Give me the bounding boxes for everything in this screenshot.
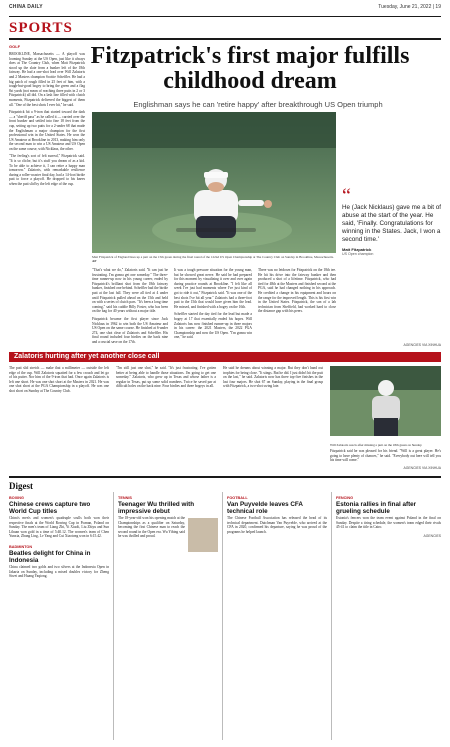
digest-body: Estonia's fencers won the team event against Poland in the final on Sunday. Despite a tiring schedule, the women's team edged their rivals 45-41 to claim the title in Cairo. xyxy=(336,516,441,530)
sidebar-photo-column xyxy=(330,366,441,470)
digest-headline: Teenager Wu thrilled with impressive debut xyxy=(118,501,195,515)
main-story-paragraph: Fitzpatrick became the first player since Jack Nicklaus in 1962 to win both the US Amateur and US Open on the same course. He finished at 6-under 274, one shot clear of Zalatoris and Scheffler. His final round included four birdies on the back nine and a crucial save on the 17th. xyxy=(92,316,168,344)
section-title: SPORTS xyxy=(9,20,73,36)
digest-title: Digest xyxy=(9,481,33,491)
sidebar-column-1 xyxy=(9,366,109,394)
sidebar-headline: Zalatoris hurting after yet another close call xyxy=(14,353,160,360)
digest-section: FENCING xyxy=(336,496,354,500)
sidebar-column-3 xyxy=(223,366,323,389)
digest-item xyxy=(9,496,109,539)
sidebar-byline: AGENCIES VIA XINHUA xyxy=(403,465,441,470)
main-story-paragraph: "The feeling's sort of felt surreal," Fitzpatrick said. "It is so cliche, but it's stuff you dream of as a kid. To be able to achieve it, I can retire a happy man tomorrow." Zalatoris, with remarkable resilience during a roller-coaster final day, had a 14-foot birdie putt to force a playoff. He dropped to his knees when the putt slid by the left edge of the cup. xyxy=(9,154,85,187)
digest-item xyxy=(227,496,327,534)
main-story-paragraph: Fitzpatrick hit a 9-iron that started toward the dark — a "sheriff pass" as he called it — carried over the front bunker and settled into fine 18 feet from the cup, setting up two putts for a 2-under 68 that made the Englishman a major champion for the first professional win in the United States. He won the US Amateur at Brookline in 2013, making him only the second man to win a US Amateur and US Open on the same course, with Nicklaus, the other. xyxy=(9,110,85,151)
section-rule xyxy=(9,38,441,40)
digest-item xyxy=(336,496,441,530)
pull-quote xyxy=(342,185,442,256)
sidebar-paragraph: He said he dreams about winning a major. But they don't hand out trophies for being close. "It stings. But he did. I just didn't hit the putt on the last," he said. Zalatoris now has three top-five finishes in the last four majors. He shot 67 on Sunday, playing in the final group with Fitzpatrick, a two-shot swing late. xyxy=(223,366,323,389)
main-photo xyxy=(92,112,336,253)
digest-divider xyxy=(331,492,332,740)
main-story-paragraph: Scheffler started the day tied for the lead but made a bogey at 17 that essentially ended his hopes. Will Zalatoris has now finished runner-up in three majors in his career: the 2021 Masters, the 2022 PGA Championship and now the US Open. "I'm gonna win one," he said. xyxy=(174,312,252,340)
digest-divider xyxy=(113,492,114,740)
digest-column-2 xyxy=(118,492,218,554)
digest-thumbnail xyxy=(188,518,218,552)
quote-role: US Open champion xyxy=(342,252,374,256)
sidebar-paragraph: The putt slid stretch — make that a millimeter — outside the left edge of the cup. Will Zalatoris squatted for a few crouch and let go of his putter. Nor him of the 9-iron that had. Once again Zalatoris is left one short. He was one shot short at the Masters in 2021. He was one shot short at the PGA Championship in a playoff. He was one shot short on Sunday at The Country Club. xyxy=(9,366,109,393)
quote-text: He (Jack Nicklaus) gave me a bit of abuse at the start of the year. He said, 'Finally. Congratulations for winning in the States. Jack, I won a second time.' xyxy=(342,204,442,243)
digest-section: TENNIS xyxy=(118,496,132,500)
digest-section: BOXING xyxy=(9,496,24,500)
digest-headline: Chinese crews capture two World Cup titles xyxy=(9,501,91,515)
digest-column-3 xyxy=(227,492,327,534)
sidebar-headline-bar xyxy=(9,352,441,362)
sidebar-column-2 xyxy=(116,366,216,389)
newspaper-logo: CHINA DAILY xyxy=(9,4,43,10)
digest-headline: Beatles delight for China in Indonesia xyxy=(9,549,91,564)
sidebar-photo-caption: Will Zalatoris reacts after missing a putt on the 18th green on Sunday. xyxy=(330,443,423,447)
main-story-column-1 xyxy=(9,52,85,187)
digest-column-4 xyxy=(336,492,441,538)
digest-section: FOOTBALL xyxy=(227,496,248,500)
main-story-column-3 xyxy=(174,268,252,340)
digest-divider xyxy=(222,492,223,740)
masthead xyxy=(0,0,450,16)
main-story-byline: AGENCIES VIA XINHUA xyxy=(403,343,441,347)
photo-caption: Matt Fitzpatrick of England lines up a putt on the 15th green during the final round of the 122nd US Open Championship at The Country Club on Sunday in Brookline, Massachusetts. AP xyxy=(92,255,334,263)
sidebar-paragraph: Fitzpatrick said he was pleased for his friend. "Will is a great player. He's going to have plenty of chances," he said. "Everybody out here will tell you his time will come." xyxy=(330,449,441,463)
digest-byline: AGENCIES xyxy=(423,533,441,538)
page-dateline: Tuesday, June 21, 2022 | 19 xyxy=(378,4,441,10)
digest-body: China's men's and women's quadruple sculls both won their respective finals at the World Rowing Cup in Poznan, Poland on Sunday. The men's team of Liang Zhi, Yi Xiaoli, Liu Zhiyu and Sun Lihuan won gold in a time of 5:40.12. The women's team of Chen Yunxia, Zhang Ling, Lv Yang and Cui Xiaotong won in 6:15.42. xyxy=(9,516,109,539)
digest-item xyxy=(118,496,218,539)
masthead-rule xyxy=(9,16,441,17)
story-kicker: GOLF xyxy=(9,44,21,49)
sidebar-paragraph: "I'm still just one shot," he said. "It's just frustrating. I've gotten better at being able to handle those situations. I'm going to get one someday." Zalatoris, who grew up in Texas and whose father is a regular in Texas, put up some solid numbers. Twice he saved par at difficult holes on the back nine. Four birdies and three bogeys in all. xyxy=(116,366,216,389)
main-headline: Fitzpatrick's first major fulfills childhood dream xyxy=(90,43,410,94)
digest-section: BADMINTON xyxy=(9,544,33,549)
photo-credit: AP xyxy=(92,259,97,263)
digest-item xyxy=(9,545,109,579)
quote-mark-icon: “ xyxy=(342,185,351,207)
main-story-column-2 xyxy=(92,268,168,345)
main-byline-wrap xyxy=(342,343,441,347)
main-story-paragraph: It was a tough pressure situation for the young man, but he showed great nerve. He said he had prepared for this moment by visualizing it over and over again during practice rounds at Brookline. "I felt like all week I've just had moments where I've just kind of got to ride it out," Fitzpatrick said. "It was one of the best shots I've hit all year." Zalatoris had a three-foot putt to the 15th that would have given him the lead. He missed, and finished with a bogey on the 16th. xyxy=(174,268,252,309)
digest-rule xyxy=(9,476,441,478)
main-story-paragraph: There was no letdown for Fitzpatrick on the 18th tee. He hit his drive into the fairway bunker and then produced a shot of a lifetime. Fitzpatrick, who had tied for 48th at the Masters and finished second at the PGA, said he had changed nothing in his approach. He credited a change in his equipment and hours on the range for the improved length. This is his first win in the United States. Fitzpatrick, the son of a lab technician from Sheffield, had worked hard to close the distance gap with his peers. xyxy=(258,268,336,314)
main-story-column-4 xyxy=(258,268,336,314)
main-subhead: Englishman says he can 'retire happy' after breakthrough US Open triumph xyxy=(133,100,383,109)
sidebar-photo xyxy=(330,366,441,436)
main-story-paragraph: BROOKLINE, Massachusetts — A playoff was looming Sunday at the US Open, just like it always does at The Country Club, when Matt Fitzpatrick stood up the slate from a bunker left of the 18th fairway. He had a one-shot lead over Will Zalatoris and 2 Masters champion Scottie Scheffler. He had a big patch of rough filled in 25 feet of him, with a tough-but-good bogey to bring the green and a flag 8st yards (not mean of reaching three putts in 2 or 3 Fitzpatrick) all did. On a lash line filled with clutch moments, Fitzpatrick delivered the biggest of them all. "One of the best shots I ever hit," he said. xyxy=(9,52,85,107)
quote-author: Matt Fitzpatrick xyxy=(342,247,372,252)
main-story-paragraph: "That's what we do," Zalatoris said. "It can just be frustrating. I'm gonna get one someday." The three-time runner-up now in his young career, ended by Fitzpatrick's brilliant shot from the 18th fairway bunker, finished one behind. Scheffler had the birdie putt at the last fall. They were all tied at 4 under until Fitzpatrick pulled ahead on the 15th and held on with a series of clutch pars. "It's been a long time coming," said his caddie Billy Foster, who has been on the bag for 40 years without a major title. xyxy=(92,268,168,314)
digest-body: The 18-year-old won his opening match at the Championships as a qualifier on Saturday, becoming the first Chinese man to reach the second round in the Open era. Wu Yibing said he was thrilled and proud. xyxy=(118,516,185,539)
digest-body: China claimed two golds and two silvers at the Indonesia Open in Jakarta on Sunday, including a mixed doubles victory for Zheng Siwei and Huang Yaqiong. xyxy=(9,564,109,579)
golfer-photo-image xyxy=(92,112,336,253)
digest-column-1 xyxy=(9,492,109,579)
digest-headline: Estonia rallies in final after grueling schedule xyxy=(336,501,417,515)
digest-body: The Chinese Football Association has released the head of its technical department. Dutchman Van Puyvelde, who arrived at the CFA in 2020, confirmed his departure, saying he was proud of the programs he helped launch. xyxy=(227,516,327,534)
digest-headline: Van Puyvelde leaves CFA technical role xyxy=(227,501,303,515)
